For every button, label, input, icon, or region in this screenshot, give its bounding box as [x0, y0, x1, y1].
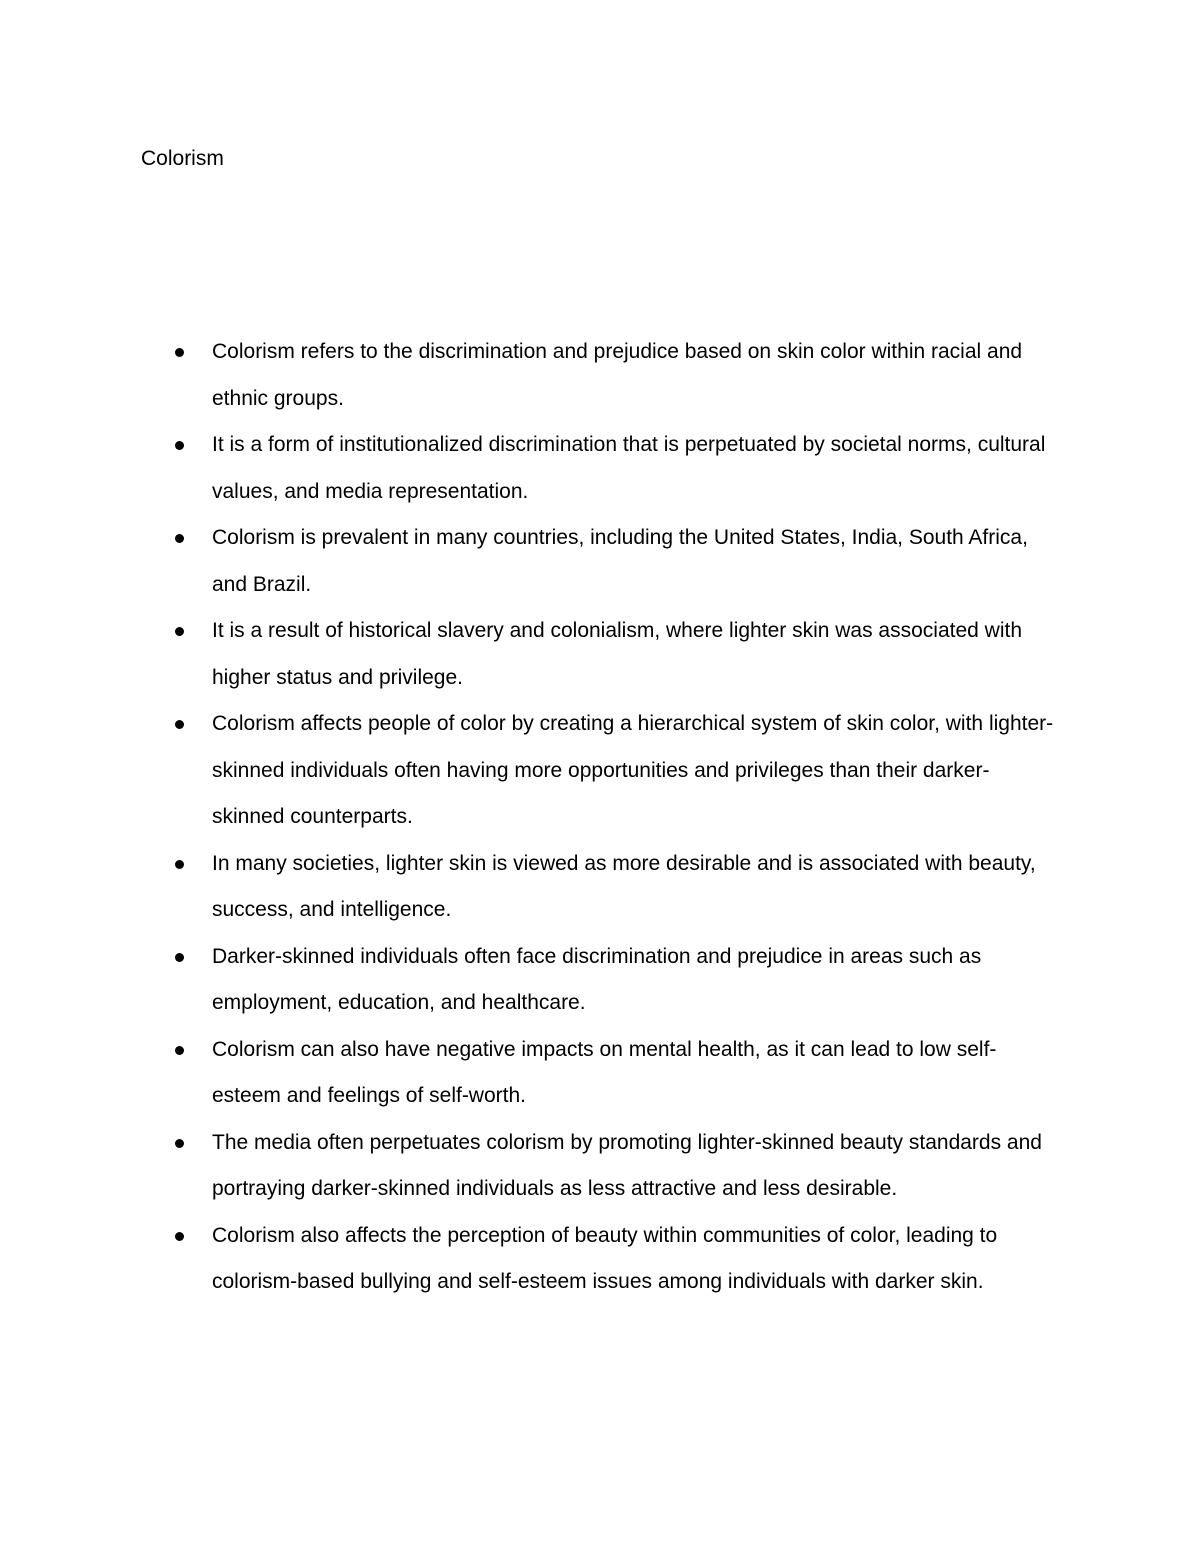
bullet-dot-icon — [175, 348, 184, 357]
bullet-text: It is a result of historical slavery and colonialism, where lighter skin was associated with higher status and privilege. — [212, 619, 1023, 689]
bullet-text: Colorism also affects the perception of beauty within communities of color, leading to colorism-based bullying and self-esteem issues among individuals with darker skin. — [212, 1223, 998, 1293]
bullet-item — [0, 1213, 1057, 1306]
bullet-dot-icon — [175, 860, 184, 869]
bullet-dot-icon — [175, 720, 184, 729]
bullet-text: Colorism can also have negative impacts on mental health, as it can lead to low self-esteem and feelings of self-worth. — [212, 1037, 997, 1107]
bullet-item — [0, 1120, 1057, 1213]
bullet-item — [0, 422, 1057, 515]
bullet-item — [0, 329, 1057, 422]
bullet-item — [0, 515, 1057, 608]
bullet-dot-icon — [175, 953, 184, 962]
bullet-text: Colorism refers to the discrimination and prejudice based on skin color within racial and ethnic groups. — [212, 340, 1023, 410]
bullet-item — [0, 701, 1057, 841]
bullet-dot-icon — [175, 627, 184, 636]
bullet-dot-icon — [175, 534, 184, 543]
bullet-item — [0, 934, 1057, 1027]
bullet-text: In many societies, lighter skin is viewed as more desirable and is associated with beauty, success, and intelligence. — [212, 851, 1036, 921]
bullet-text: The media often perpetuates colorism by promoting lighter-skinned beauty standards and portraying darker-skinned individuals as less attractive and less desirable. — [212, 1130, 1042, 1200]
bullet-text: It is a form of institutionalized discrimination that is perpetuated by societal norms, cultural values, and media representation. — [212, 433, 1046, 503]
bullet-item — [0, 841, 1057, 934]
bullet-item — [0, 1027, 1057, 1120]
bullet-text: Colorism affects people of color by creating a hierarchical system of skin color, with lighter-skinned individuals often having more opportunities and privileges than their darker-skinned counterparts. — [212, 712, 1054, 828]
bullet-list — [0, 329, 1200, 1306]
bullet-dot-icon — [175, 441, 184, 450]
document-title: Colorism — [141, 147, 224, 170]
bullet-text: Darker-skinned individuals often face discrimination and prejudice in areas such as employment, education, and healthcare. — [212, 944, 982, 1014]
bullet-dot-icon — [175, 1046, 184, 1055]
bullet-dot-icon — [175, 1139, 184, 1148]
bullet-item — [0, 608, 1057, 701]
bullet-text: Colorism is prevalent in many countries, including the United States, India, South Africa, and Brazil. — [212, 526, 1028, 596]
bullet-dot-icon — [175, 1232, 184, 1241]
